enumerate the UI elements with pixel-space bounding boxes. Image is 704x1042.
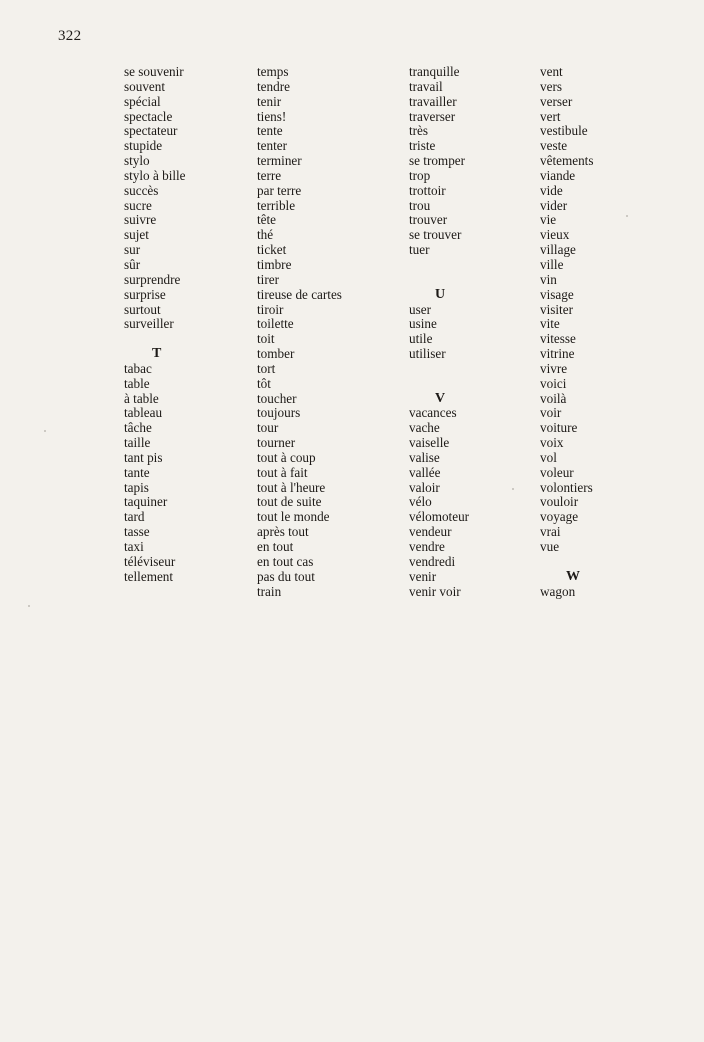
vocabulary-word: vaiselle xyxy=(409,435,450,451)
vocabulary-word: tirer xyxy=(257,271,279,287)
vocabulary-word: se trouver xyxy=(409,227,462,243)
vocabulary-word: vélomoteur xyxy=(409,509,470,525)
vocabulary-word: vallée xyxy=(409,464,441,480)
vocabulary-word: vêtements xyxy=(540,153,594,169)
column-spacer xyxy=(124,332,186,347)
vocabulary-word: taxi xyxy=(124,539,144,554)
vocabulary-column-2 xyxy=(257,65,342,599)
paper-speck xyxy=(512,488,514,490)
vocabulary-word: tasse xyxy=(124,524,150,540)
vocabulary-word: en tout cas xyxy=(257,553,314,569)
vocabulary-word: vitrine xyxy=(540,346,575,362)
vocabulary-word: voix xyxy=(540,435,564,451)
vocabulary-word: ticket xyxy=(257,242,287,258)
vocabulary-word: vivre xyxy=(540,360,568,376)
vocabulary-word: train xyxy=(257,583,282,599)
vocabulary-word: vite xyxy=(540,316,560,332)
vocabulary-word: vélo xyxy=(409,494,432,510)
vocabulary-word: voilà xyxy=(540,390,567,406)
vocabulary-word: travail xyxy=(409,78,443,94)
vocabulary-word: tort xyxy=(257,360,276,376)
vocabulary-word: spectacle xyxy=(124,108,173,124)
vocabulary-word: utile xyxy=(409,331,433,347)
vocabulary-word: tiroir xyxy=(257,301,284,317)
vocabulary-word: par terre xyxy=(257,182,302,198)
vocabulary-word: terminer xyxy=(257,153,302,169)
vocabulary-word: tout à coup xyxy=(257,449,316,465)
vocabulary-word: sujet xyxy=(124,227,149,243)
vocabulary-word: verser xyxy=(540,93,573,109)
vocabulary-word: en tout xyxy=(257,539,294,554)
vocabulary-word: vers xyxy=(540,78,562,94)
vocabulary-word: tard xyxy=(124,509,145,525)
vocabulary-word: tout à l'heure xyxy=(257,479,326,495)
vocabulary-word: user xyxy=(409,301,431,317)
vocabulary-word: toit xyxy=(257,331,275,347)
paper-speck xyxy=(28,605,30,607)
vocabulary-word: à table xyxy=(124,390,159,406)
vocabulary-word: sur xyxy=(124,242,141,258)
vocabulary-word: travailler xyxy=(409,93,457,109)
vocabulary-word: se souvenir xyxy=(124,64,184,79)
vocabulary-word: vitesse xyxy=(540,331,576,347)
vocabulary-word: voleur xyxy=(540,464,574,480)
vocabulary-word: voir xyxy=(540,405,562,421)
vocabulary-word: tabac xyxy=(124,360,152,376)
vocabulary-word: toujours xyxy=(257,405,301,421)
vocabulary-word: surveiller xyxy=(124,316,174,332)
vocabulary-word: vie xyxy=(540,212,557,228)
vocabulary-word: village xyxy=(540,242,576,258)
vocabulary-word: ville xyxy=(540,256,564,272)
vocabulary-word: téléviseur xyxy=(124,553,176,569)
vocabulary-word: tête xyxy=(257,212,277,228)
vocabulary-word: vue xyxy=(540,539,560,554)
vocabulary-word: thé xyxy=(257,227,274,243)
vocabulary-word: tireuse de cartes xyxy=(257,286,342,302)
vocabulary-word: tante xyxy=(124,464,150,480)
vocabulary-word: se tromper xyxy=(409,153,466,169)
vocabulary-word: vide xyxy=(540,182,563,198)
vocabulary-word: vieux xyxy=(540,227,570,243)
vocabulary-word: tenter xyxy=(257,138,288,154)
vocabulary-word: très xyxy=(409,123,429,139)
vocabulary-word: tour xyxy=(257,420,279,436)
vocabulary-word: spécial xyxy=(124,93,161,109)
column-spacer xyxy=(409,362,469,377)
vocabulary-column-3 xyxy=(409,65,469,599)
vocabulary-word: tiens! xyxy=(257,108,287,124)
vocabulary-word: vendredi xyxy=(409,553,456,569)
vocabulary-word: usine xyxy=(409,316,437,332)
vocabulary-word: toilette xyxy=(257,316,294,332)
vocabulary-word: vrai xyxy=(540,524,561,540)
letter-heading: U xyxy=(435,286,446,302)
vocabulary-word: visiter xyxy=(540,301,573,317)
vocabulary-word: souvent xyxy=(124,78,166,94)
vocabulary-word: tourner xyxy=(257,435,296,451)
vocabulary-word: vouloir xyxy=(540,494,579,510)
vocabulary-word: voici xyxy=(540,375,567,391)
vocabulary-word: suivre xyxy=(124,212,157,228)
vocabulary-word: vert xyxy=(540,108,561,124)
vocabulary-word: spectateur xyxy=(124,123,178,139)
vocabulary-word: valoir xyxy=(409,479,440,495)
vocabulary-word: après tout xyxy=(257,524,309,540)
vocabulary-word: vacances xyxy=(409,405,457,421)
vocabulary-word: stylo xyxy=(124,153,150,169)
vocabulary-word: tuer xyxy=(409,242,430,258)
vocabulary-word: vendre xyxy=(409,539,445,554)
vocabulary-column-1 xyxy=(124,65,186,585)
vocabulary-word: tout le monde xyxy=(257,509,330,525)
vocabulary-word: tenir xyxy=(257,93,282,109)
vocabulary-word: stupide xyxy=(124,138,163,154)
vocabulary-word: trottoir xyxy=(409,182,446,198)
vocabulary-word: voyage xyxy=(540,509,579,525)
vocabulary-word: venir xyxy=(409,568,437,584)
vocabulary-word: tapis xyxy=(124,479,149,495)
vocabulary-word: surprendre xyxy=(124,271,181,287)
vocabulary-word: sucre xyxy=(124,197,152,213)
paper-speck xyxy=(626,215,628,217)
vocabulary-word: surtout xyxy=(124,301,161,317)
vocabulary-word: timbre xyxy=(257,256,292,272)
letter-heading: T xyxy=(152,346,162,362)
vocabulary-word: tôt xyxy=(257,375,271,391)
vocabulary-word: pas du tout xyxy=(257,568,315,584)
vocabulary-word: tendre xyxy=(257,78,290,94)
vocabulary-word: vestibule xyxy=(540,123,588,139)
page-number: 322 xyxy=(58,28,82,44)
letter-heading: V xyxy=(435,390,446,406)
vocabulary-word: surprise xyxy=(124,286,166,302)
column-spacer xyxy=(409,258,469,273)
vocabulary-word: taquiner xyxy=(124,494,168,510)
paper-speck xyxy=(44,430,46,432)
vocabulary-word: utiliser xyxy=(409,346,446,362)
vocabulary-word: trop xyxy=(409,167,431,183)
vocabulary-word: volontiers xyxy=(540,479,593,495)
vocabulary-word: viande xyxy=(540,167,576,183)
vocabulary-word: succès xyxy=(124,182,159,198)
column-spacer xyxy=(409,273,469,288)
vocabulary-word: tomber xyxy=(257,346,295,362)
vocabulary-word: wagon xyxy=(540,583,576,599)
vocabulary-word: traverser xyxy=(409,108,456,124)
letter-heading: W xyxy=(566,568,580,584)
vocabulary-word: sûr xyxy=(124,256,141,272)
vocabulary-word: tellement xyxy=(124,568,174,584)
vocabulary-word: table xyxy=(124,375,150,391)
vocabulary-word: trou xyxy=(409,197,431,213)
vocabulary-word: toucher xyxy=(257,390,297,406)
vocabulary-word: trouver xyxy=(409,212,448,228)
vocabulary-column-4 xyxy=(540,65,593,599)
vocabulary-word: tâche xyxy=(124,420,152,436)
vocabulary-word: tente xyxy=(257,123,283,139)
vocabulary-word: vol xyxy=(540,449,557,465)
vocabulary-word: tableau xyxy=(124,405,163,421)
column-spacer xyxy=(409,377,469,392)
vocabulary-word: vache xyxy=(409,420,440,436)
vocabulary-word: tout à fait xyxy=(257,464,308,480)
vocabulary-word: vider xyxy=(540,197,568,213)
vocabulary-word: venir voir xyxy=(409,583,461,599)
vocabulary-word: tant pis xyxy=(124,449,163,465)
vocabulary-word: voiture xyxy=(540,420,578,436)
vocabulary-word: stylo à bille xyxy=(124,167,186,183)
vocabulary-word: vendeur xyxy=(409,524,452,540)
vocabulary-word: triste xyxy=(409,138,436,154)
vocabulary-word: tout de suite xyxy=(257,494,322,510)
vocabulary-word: temps xyxy=(257,64,289,79)
vocabulary-word: vent xyxy=(540,64,563,79)
vocabulary-word: vin xyxy=(540,271,557,287)
vocabulary-word: terre xyxy=(257,167,282,183)
vocabulary-word: taille xyxy=(124,435,151,451)
vocabulary-word: terrible xyxy=(257,197,296,213)
column-spacer xyxy=(540,555,593,570)
vocabulary-word: visage xyxy=(540,286,574,302)
vocabulary-word: valise xyxy=(409,449,440,465)
vocabulary-word: veste xyxy=(540,138,568,154)
vocabulary-word: tranquille xyxy=(409,64,460,79)
